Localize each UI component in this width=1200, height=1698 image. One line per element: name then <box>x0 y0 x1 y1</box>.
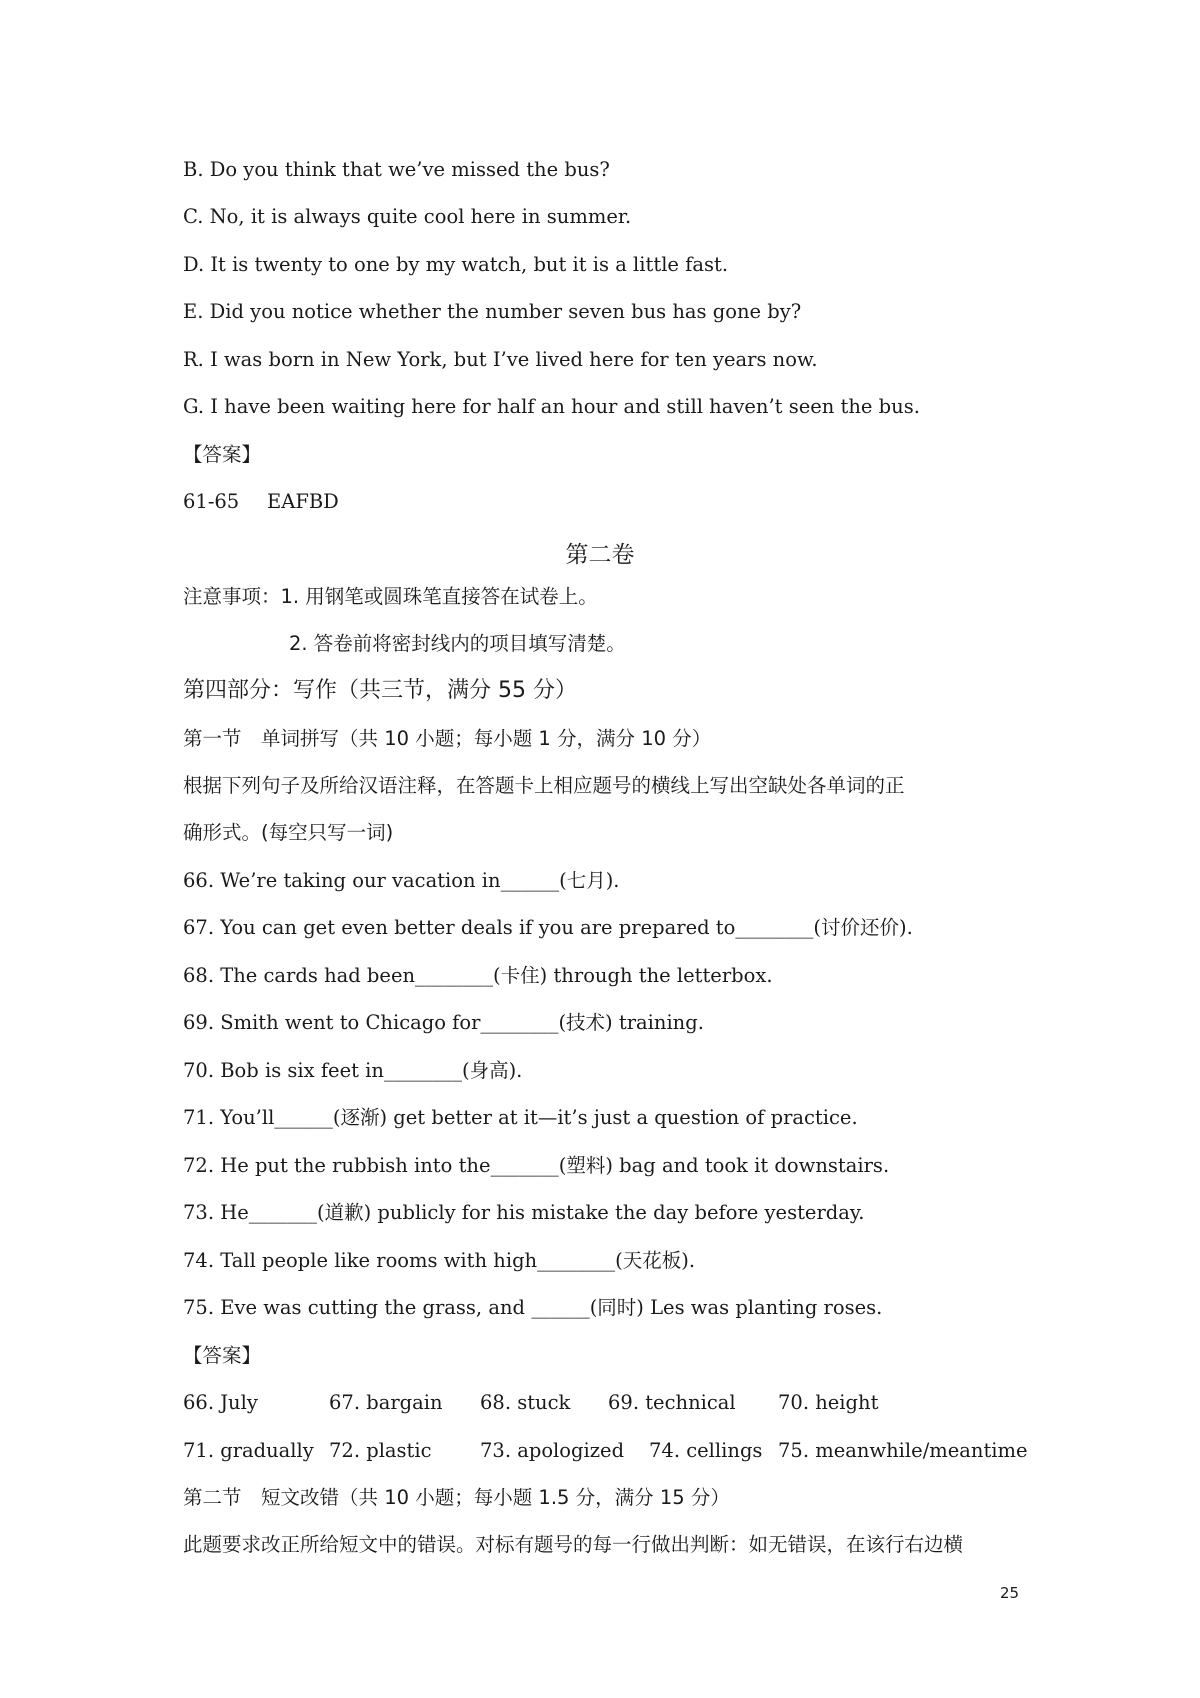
answer-value: EAFBD <box>267 490 339 513</box>
question-68: 68. The cards had been________(卡住) through the letterbox. <box>183 964 773 987</box>
question-69: 69. Smith went to Chicago for________(技术) training. <box>183 1011 704 1034</box>
option-c: C. No, it is always quite cool here in summer. <box>183 205 632 228</box>
question-66: 66. We’re taking our vacation in______(七月). <box>183 869 620 892</box>
answer-item: 74. cellings <box>649 1439 763 1462</box>
question-75: 75. Eve was cutting the grass, and ______(同时) Les was planting roses. <box>183 1296 883 1319</box>
answer-item: 75. meanwhile/meantime <box>778 1439 1028 1462</box>
question-74: 74. Tall people like rooms with high________(天花板). <box>183 1249 696 1272</box>
option-d: D. It is twenty to one by my watch, but it is a little fast. <box>183 253 729 276</box>
question-72: 72. He put the rubbish into the_______(塑料) bag and took it downstairs. <box>183 1154 890 1177</box>
option-g: G. I have been waiting here for half an hour and still haven’t seen the bus. <box>183 395 920 418</box>
answer-item: 67. bargain <box>329 1391 443 1414</box>
answer2-label: 【答案】 <box>183 1344 262 1367</box>
option-f: R. I was born in New York, but I’ve lived here for ten years now. <box>183 348 818 371</box>
page-number: 25 <box>1000 1584 1020 1602</box>
answer-item: 73. apologized <box>480 1439 625 1462</box>
volume-title: 第二卷 <box>565 542 635 568</box>
notes-line-2: 2. 答卷前将密封线内的项目填写清楚。 <box>289 632 626 655</box>
answer-item: 71. gradually <box>183 1439 314 1462</box>
answer-item: 72. plastic <box>329 1439 432 1462</box>
section1-instruction-1: 根据下列句子及所给汉语注释，在答题卡上相应题号的横线上写出空缺处各单词的正 <box>183 774 905 797</box>
answer-61-65 <box>183 489 339 515</box>
answer-item: 68. stuck <box>480 1391 571 1414</box>
option-e: E. Did you notice whether the number seven bus has gone by? <box>183 300 802 323</box>
notes-line-1: 注意事项：1. 用钢笔或圆珠笔直接答在试卷上。 <box>183 585 598 608</box>
question-71: 71. You’ll______(逐渐) get better at it—it’s just a question of practice. <box>183 1106 858 1129</box>
section2-title: 第二节 短文改错（共 10 小题；每小题 1.5 分，满分 15 分） <box>183 1486 730 1509</box>
option-b: B. Do you think that we’ve missed the bus? <box>183 158 610 181</box>
part4-title: 第四部分：写作（共三节，满分 55 分） <box>183 678 577 703</box>
question-70: 70. Bob is six feet in________(身高). <box>183 1059 523 1082</box>
question-73: 73. He_______(道歉) publicly for his mistake the day before yesterday. <box>183 1201 865 1224</box>
section1-instruction-2: 确形式。(每空只写一词) <box>183 821 394 844</box>
answer-item: 66. July <box>183 1391 258 1414</box>
answer-item: 69. technical <box>608 1391 736 1414</box>
answer-range: 61-65 <box>183 490 240 513</box>
answer-item: 70. height <box>778 1391 879 1414</box>
question-67: 67. You can get even better deals if you are prepared to________(讨价还价). <box>183 916 913 939</box>
answer-label: 【答案】 <box>183 443 262 466</box>
section2-instruction: 此题要求改正所给短文中的错误。对标有题号的每一行做出判断：如无错误，在该行右边横 <box>183 1533 964 1556</box>
section1-title: 第一节 单词拼写（共 10 小题；每小题 1 分，满分 10 分） <box>183 727 712 750</box>
